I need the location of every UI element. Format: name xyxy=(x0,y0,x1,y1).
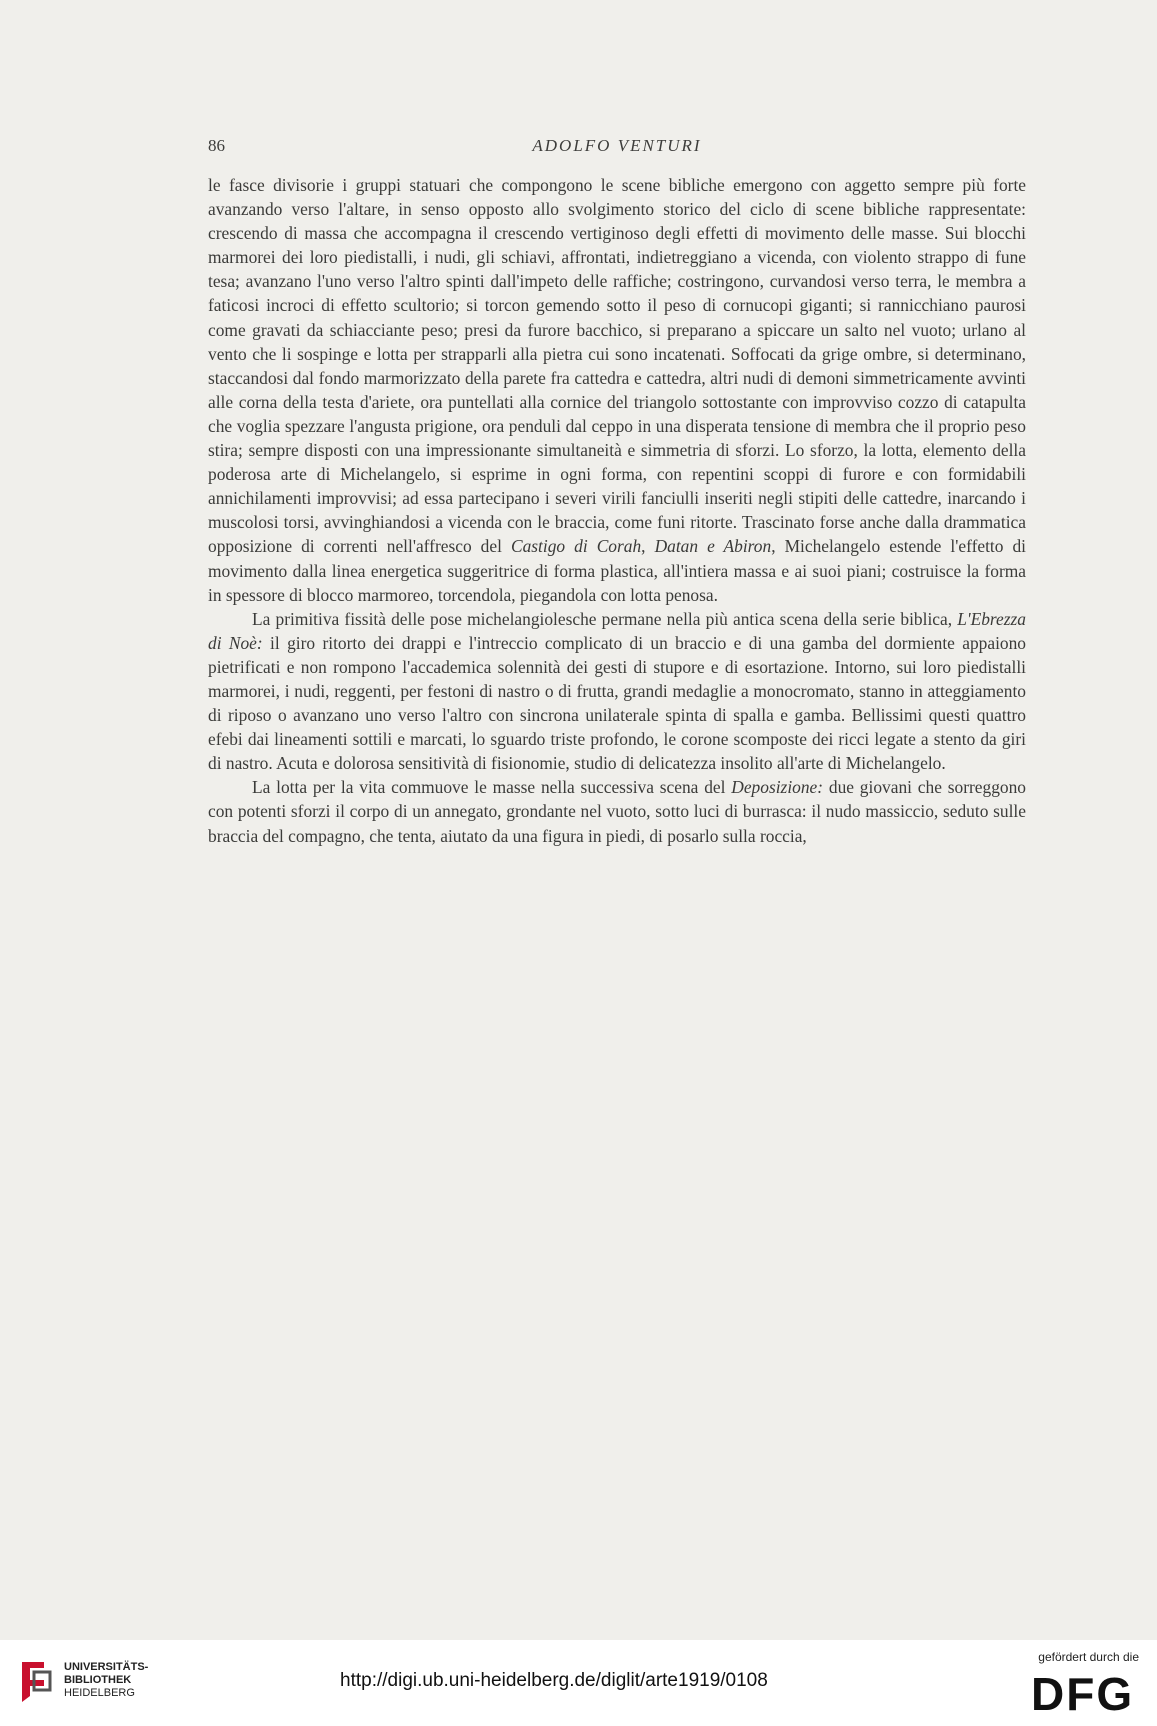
sponsor-note: gefördert durch die xyxy=(1038,1650,1139,1664)
paragraph-3-text: due giovani che sorreggono con potenti sforzi il corpo di un annegato, grondante nel vuoto, sotto luci di burrasca: il nudo massiccio, seduto sulle braccia del compagno, che tenta, aiutato da una figura in piedi, di posarlo sulla roccia, xyxy=(208,777,1026,846)
library-name-line: BIBLIOTHEK xyxy=(64,1674,132,1686)
body-text xyxy=(208,173,1026,848)
artwork-title: Deposizione: xyxy=(731,777,824,798)
artwork-title: Castigo di Corah xyxy=(510,536,642,557)
paragraph-2 xyxy=(208,607,1026,776)
page-number: 86 xyxy=(208,136,225,155)
university-library-name xyxy=(64,1661,148,1700)
paragraph-3 xyxy=(208,775,1026,847)
viewer-footer xyxy=(0,1640,1157,1726)
paragraph-3-text: La lotta per la vita commuove le masse nella successiva scena del xyxy=(252,777,732,798)
paragraph-2-text: il giro ritorto dei drappi e l'intreccio complicato di un braccio e di una gamba del dormiente appaiono pietrificati e non rompono l'accademica solennità dei gesti di stupore e di esortazione. Intorno, sui loro piedistalli marmorei, i nudi, reggenti, per festoni di nastro o di frutta, grandi medaglie a monocromato, stanno in atteggiamento di riposo o avanzano uno verso l'altro con sincrona unilaterale spinta di spalla e gamba. Bellissimi questi quattro efebi dai lineamenti sottili e marcati, lo sguardo triste profondo, le corone scomposte dei ricci legate a stento da giri di nastro. Acuta e dolorosa sensitività di fisionomie, studio di delicatezza insolito all'arte di Michelangelo. xyxy=(208,632,1027,774)
permalink-url[interactable]: http://digi.ub.uni-heidelberg.de/diglit/arte1919/0108 xyxy=(340,1670,768,1691)
svg-text:DFG: DFG xyxy=(1031,1670,1135,1714)
artwork-title: L'Ebrezza di Noè: xyxy=(208,608,1026,653)
paragraph-1-text: , Michelangelo estende l'effetto di movimento dalla linea energetica suggeritrice di forma plastica, all'intiera massa e ai suoi piani; costruisce la forma in spessore di blocco marmoreo, torcendola, piegandola con lotta penosa. xyxy=(208,536,1027,605)
library-name-line: UNIVERSITÄTS- xyxy=(64,1661,149,1673)
paragraph-2-text: La primitiva fissità delle pose michelangiolesche permane nella più antica scena della serie biblica, xyxy=(252,608,958,629)
university-library-logo-icon xyxy=(20,1660,56,1704)
paragraph-1-text: , xyxy=(641,536,655,557)
page-header xyxy=(208,136,1026,156)
paragraph-1 xyxy=(208,173,1026,607)
artwork-title: Datan e Abiron xyxy=(654,536,772,557)
dfg-logo-icon xyxy=(1031,1670,1139,1714)
running-head: ADOLFO VENTURI xyxy=(532,136,702,155)
paragraph-1-text: le fasce divisorie i gruppi statuari che compongono le scene bibliche emergono con aggetto sempre più forte avanzando verso l'altare, in senso opposto allo svolgimento storico del ciclo di scene bibliche rappresentate: crescendo di massa che accompagna il crescendo vertiginoso degli effetti di movimento delle masse. Sui blocchi marmorei dei loro piedistalli, i nudi, gli schiavi, affrontati, indietreggiano a vicenda, con violento strappo di fune tesa; avanzano l'uno verso l'altro spinti dall'impeto delle raffiche; costringono, curvandosi verso terra, le membra a faticosi incroci di effetto scultorio; si torcon gemendo sotto il peso di cornucopi giganti; si rannicchiano paurosi come gravati da schiacciante peso; presi da furore bacchico, si preparano a spiccare un salto nel vuoto; urlano al vento che li sospinge e lotta per strapparli alla pietra cui sono incatenati. Soffocati da grige ombre, si determinano, staccandosi dal fondo marmorizzato della parete fra cattedra e cattedra, altri nudi di demoni simmetricamente avvinti alle corna della testa d'ariete, ora puntellati alla cornice del triangolo sottostante con improvviso cozzo di catapulta che voglia spezzare l'angusta prigione, ora penduli dal ceppo in una disperata tensione di membra che il proprio peso stira; sempre disposti con una impressionante simultaneità e simmetria di sforzi. Lo sforzo, la lotta, elemento della poderosa arte di Michelangelo, si esprime in ogni forma, con repentini scoppi di furore e con formidabili annichilamenti improvvisi; ad essa partecipano i severi virili fanciulli inseriti negli stipiti delle cattedre, inarcando i muscolosi torsi, avvinghiandosi a vicenda con le braccia, come funi ritorte. Trascinato forse anche dalla drammatica opposizione di correnti nell'affresco del xyxy=(208,175,1026,557)
library-name-line: HEIDELBERG xyxy=(64,1687,135,1699)
